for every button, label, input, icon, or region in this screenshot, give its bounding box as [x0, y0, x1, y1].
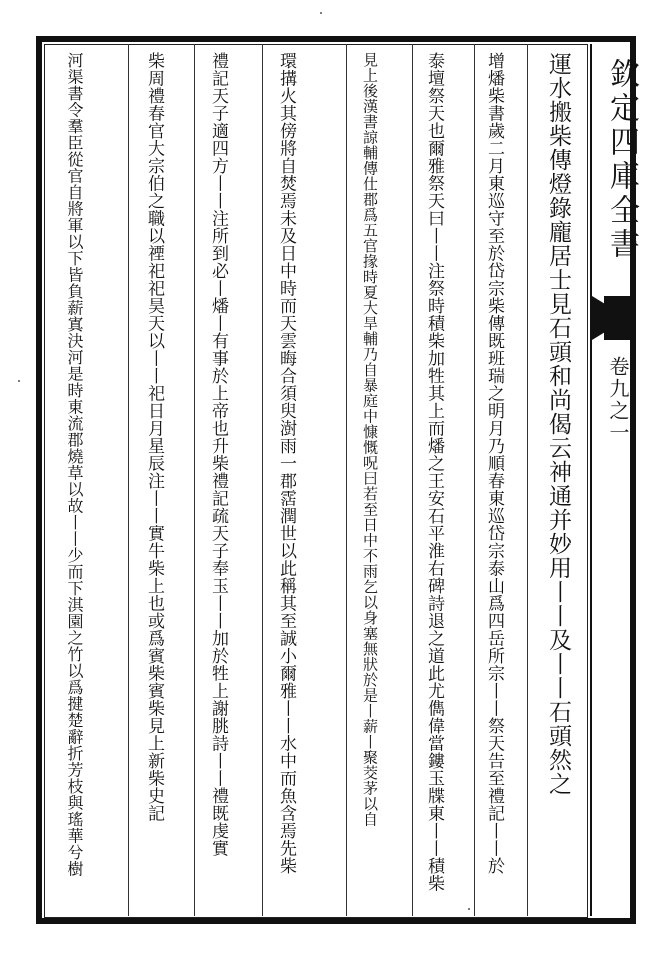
column-divider	[128, 44, 129, 916]
text-column: 見上後漢書諒輔傳仕郡爲五官掾時夏大旱輔乃自暴庭中慷慨呪曰若至日中不雨乞以身塞無狀於是丨薪丨聚茭茅以自	[361, 52, 379, 827]
text-column: 柴周禮春官大宗伯之職以禋祀祀昊天以丨丨祀日月星辰注丨丨實牛柴上也或爲賓柴賓柴見上新柴史記	[144, 52, 164, 822]
text-column: 環搆火其傍將自焚焉未及日中時而天雲晦合須臾澍雨一郡霑潤世以此稱其至誠小爾雅丨丨水中而魚含焉先柴	[276, 52, 296, 875]
column-divider	[194, 44, 195, 916]
page-border-left	[36, 36, 42, 924]
text-column: 河渠書令羣臣從官自將軍以下皆負薪寘決河是時東流郡燒草以故丨丨少而下淇園之竹以爲揵楚辭折芳枝與瑤華兮樹	[65, 52, 84, 877]
column-divider	[527, 44, 528, 916]
column-divider	[412, 44, 413, 916]
text-column: 禮記天子適四方丨丨注所到必丨燔丨有事於上帝也升柴禮記疏天子奉玉丨丨加於牲上謝朓詩丨丨禮既虔實	[208, 52, 228, 857]
scan-speck	[18, 380, 20, 382]
column-divider	[262, 44, 263, 916]
margin-separator	[590, 44, 592, 916]
column-divider	[346, 44, 347, 916]
text-column: 運水搬柴傳燈錄龐居士見石頭和尚偈云神通并妙用丨丨及丨丨石頭然之	[545, 52, 571, 796]
text-column: 增燔柴書歲二月東巡守至於岱宗柴傳既班瑞之明月乃順春東巡岱宗泰山爲四岳所宗丨丨祭天告至禮記丨丨於	[484, 52, 504, 875]
page-border-top	[36, 36, 636, 42]
scan-speck	[320, 12, 322, 14]
scan-speck	[468, 908, 470, 910]
page-border-bottom	[36, 918, 636, 924]
margin-library-title: 欽定四庫全書	[604, 58, 639, 262]
text-column: 泰壇祭天也爾雅祭天曰丨丨注祭時積柴加牲其上而燔之王安石平淮右碑詩退之道此尤儁偉當鏤玉牒東丨丨積柴	[424, 52, 444, 892]
fishtail-mark	[592, 296, 628, 340]
margin-volume-number: 卷九之一	[606, 356, 630, 444]
column-divider	[474, 44, 475, 916]
